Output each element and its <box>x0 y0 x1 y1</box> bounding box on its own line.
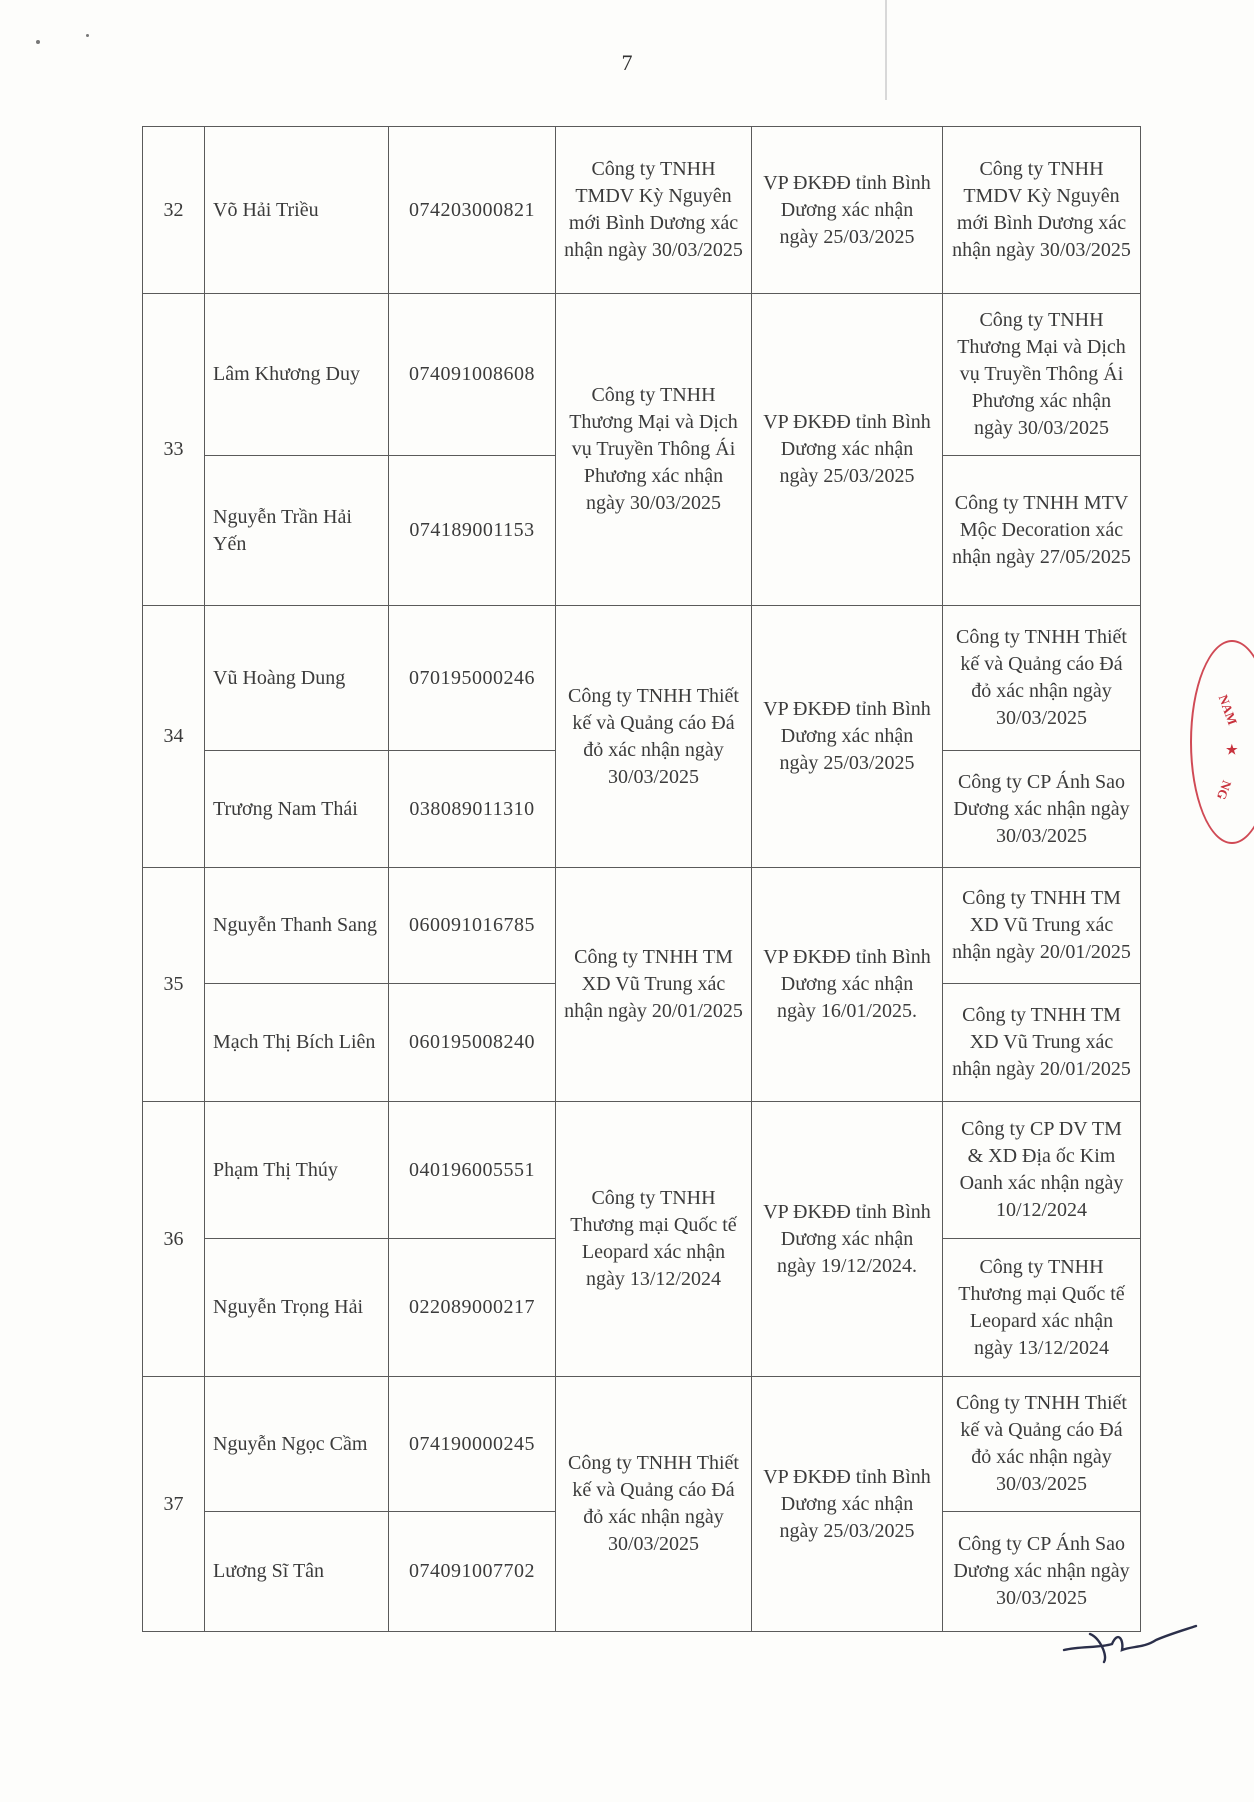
person-id: 074091008608 <box>389 294 556 456</box>
red-seal-stamp <box>1190 640 1254 844</box>
person-id: 060195008240 <box>389 984 556 1102</box>
person-id: 038089011310 <box>389 751 556 868</box>
person-id: 040196005551 <box>389 1102 556 1239</box>
company-confirmation: Công ty TNHH Thiết kế và Quảng cáo Đá đỏ xác nhận ngày 30/03/2025 <box>556 1377 752 1632</box>
company-confirmation: Công ty TNHH TMDV Kỳ Nguyên mới Bình Dương xác nhận ngày 30/03/2025 <box>556 127 752 294</box>
company-confirmation: Công ty TNHH Thiết kế và Quảng cáo Đá đỏ xác nhận ngày 30/03/2025 <box>556 606 752 868</box>
company-confirmation: Công ty TNHH TM XD Vũ Trung xác nhận ngày 20/01/2025 <box>556 868 752 1102</box>
person-name: Nguyễn Trần Hải Yến <box>205 456 389 606</box>
row-number: 34 <box>143 606 205 868</box>
results-table <box>142 126 1141 1632</box>
row-number: 35 <box>143 868 205 1102</box>
person-confirmation: Công ty CP DV TM & XD Địa ốc Kim Oanh xác nhận ngày 10/12/2024 <box>943 1102 1141 1239</box>
table-row <box>143 294 1141 456</box>
office-confirmation: VP ĐKĐĐ tỉnh Bình Dương xác nhận ngày 25/03/2025 <box>752 606 943 868</box>
table-row <box>143 1377 1141 1512</box>
person-name: Trương Nam Thái <box>205 751 389 868</box>
row-number: 37 <box>143 1377 205 1632</box>
person-name: Nguyễn Ngọc Cầm <box>205 1377 389 1512</box>
office-confirmation: VP ĐKĐĐ tỉnh Bình Dương xác nhận ngày 25/03/2025 <box>752 127 943 294</box>
scan-speck <box>86 34 89 37</box>
handwritten-signature <box>1060 1620 1200 1670</box>
person-confirmation: Công ty TNHH Thiết kế và Quảng cáo Đá đỏ xác nhận ngày 30/03/2025 <box>943 606 1141 751</box>
company-confirmation: Công ty TNHH Thương Mại và Dịch vụ Truyền Thông Ái Phương xác nhận ngày 30/03/2025 <box>556 294 752 606</box>
star-icon: ★ <box>1226 742 1238 757</box>
person-name: Lương Sĩ Tân <box>205 1512 389 1632</box>
company-confirmation: Công ty TNHH Thương mại Quốc tế Leopard xác nhận ngày 13/12/2024 <box>556 1102 752 1377</box>
person-confirmation: Công ty CP Ánh Sao Dương xác nhận ngày 30/03/2025 <box>943 1512 1141 1632</box>
row-number: 33 <box>143 294 205 606</box>
person-id: 074091007702 <box>389 1512 556 1632</box>
person-name: Vũ Hoàng Dung <box>205 606 389 751</box>
scan-speck <box>36 40 40 44</box>
person-name: Võ Hải Triều <box>205 127 389 294</box>
person-id: 074190000245 <box>389 1377 556 1512</box>
person-confirmation: Công ty TNHH Thiết kế và Quảng cáo Đá đỏ xác nhận ngày 30/03/2025 <box>943 1377 1141 1512</box>
person-name: Lâm Khương Duy <box>205 294 389 456</box>
person-name: Phạm Thị Thúy <box>205 1102 389 1239</box>
table-row <box>143 606 1141 751</box>
person-id: 022089000217 <box>389 1239 556 1377</box>
table-row <box>143 127 1141 294</box>
table-row <box>143 1102 1141 1239</box>
person-id: 074203000821 <box>389 127 556 294</box>
person-confirmation: Công ty TNHH TM XD Vũ Trung xác nhận ngày 20/01/2025 <box>943 868 1141 984</box>
person-confirmation: Công ty TNHH Thương mại Quốc tế Leopard xác nhận ngày 13/12/2024 <box>943 1239 1141 1377</box>
row-number: 36 <box>143 1102 205 1377</box>
person-name: Nguyễn Trọng Hải <box>205 1239 389 1377</box>
person-confirmation: Công ty TNHH MTV Mộc Decoration xác nhận ngày 27/05/2025 <box>943 456 1141 606</box>
office-confirmation: VP ĐKĐĐ tỉnh Bình Dương xác nhận ngày 25/03/2025 <box>752 1377 943 1632</box>
table-row <box>143 868 1141 984</box>
office-confirmation: VP ĐKĐĐ tỉnh Bình Dương xác nhận ngày 19/12/2024. <box>752 1102 943 1377</box>
page-number: 7 <box>621 50 633 75</box>
person-id: 060091016785 <box>389 868 556 984</box>
office-confirmation: VP ĐKĐĐ tỉnh Bình Dương xác nhận ngày 16/01/2025. <box>752 868 943 1102</box>
stamp-text: NAM <box>1215 692 1241 727</box>
row-number: 32 <box>143 127 205 294</box>
person-confirmation: Công ty TNHH TMDV Kỳ Nguyên mới Bình Dương xác nhận ngày 30/03/2025 <box>943 127 1141 294</box>
stamp-text: NG <box>1213 778 1235 802</box>
person-id: 070195000246 <box>389 606 556 751</box>
office-confirmation: VP ĐKĐĐ tỉnh Bình Dương xác nhận ngày 25/03/2025 <box>752 294 943 606</box>
person-id: 074189001153 <box>389 456 556 606</box>
person-confirmation: Công ty TNHH Thương Mại và Dịch vụ Truyền Thông Ái Phương xác nhận ngày 30/03/2025 <box>943 294 1141 456</box>
person-confirmation: Công ty CP Ánh Sao Dương xác nhận ngày 30/03/2025 <box>943 751 1141 868</box>
person-confirmation: Công ty TNHH TM XD Vũ Trung xác nhận ngày 20/01/2025 <box>943 984 1141 1102</box>
person-name: Mạch Thị Bích Liên <box>205 984 389 1102</box>
person-name: Nguyễn Thanh Sang <box>205 868 389 984</box>
